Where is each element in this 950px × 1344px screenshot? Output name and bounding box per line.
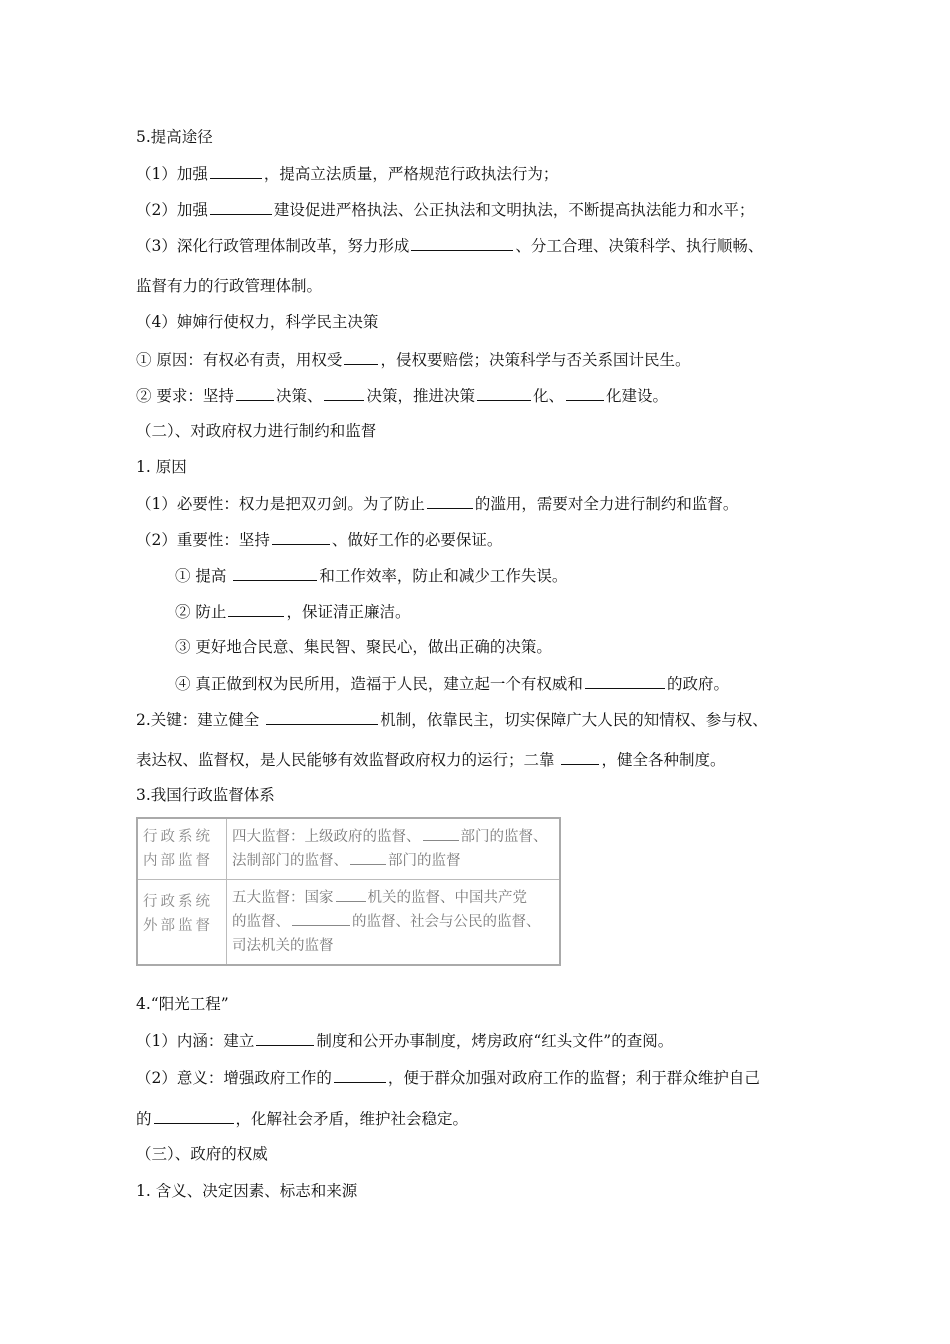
line-key-1 [136,708,768,731]
text: 决策、 [275,387,323,405]
blank [228,600,284,617]
section-4-title: 4.“阳光工程” [136,995,229,1013]
section-5-title: 5.提高途径 [136,128,213,146]
line-key-2 [136,748,725,771]
text: ② 要求：坚持 [136,387,234,405]
line-meaning: 1. 含义、决定因素、标志和来源 [136,1182,358,1200]
text: 的监督、社会与公民的监督、 [352,914,541,930]
line-importance-3: ③ 更好地合民意、集民智、聚民心，做出正确的决策。 [175,638,552,656]
blank [423,826,459,841]
text-line [232,849,554,873]
line-reasons-title: 1. 原因 [136,458,187,476]
line-significance [136,1066,760,1089]
blank [566,384,604,401]
blank [427,492,473,509]
blank [477,384,531,401]
row-content [227,818,561,880]
blank [233,564,317,581]
blank [324,384,364,401]
blank [266,708,378,725]
text: 建设促进严格执法、公正执法和文明执法，不断提高执法能力和水平； [273,201,755,219]
blank [236,384,274,401]
supervision-table [136,817,561,966]
blank [350,850,386,865]
row-header [137,880,227,966]
text: ，便于群众加强对政府工作的监督；利于群众维护自己 [387,1069,760,1087]
text: 行政系统 [143,829,213,845]
text: （2）重要性：坚持 [136,531,270,549]
text: 内部监督 [143,853,213,869]
table-row [137,818,560,880]
line-reason [136,348,690,371]
text: （1）加强 [136,165,208,183]
section-2-title: （二）、对政府权力进行制约和监督 [136,422,377,440]
line-importance [136,528,502,551]
blank [292,911,350,926]
table-row [137,880,560,966]
text: 四大监督：上级政府的监督、 [232,829,421,845]
text: 行政系统 [143,894,213,910]
text: 决策，推进决策 [366,387,475,405]
blank [210,198,272,215]
text: 机制，依靠民主，切实保障广大人民的知情权、参与权、 [380,711,768,729]
blank [154,1107,234,1124]
text: 2.关键：建立健全 [136,711,265,729]
blank [334,1066,386,1083]
line-connotation [136,1029,673,1052]
text: 外部监督 [143,918,213,934]
line-importance-2 [175,600,410,623]
section-3b-title: （三）、政府的权威 [136,1145,268,1163]
section-3-title: 3.我国行政监督体系 [136,786,275,804]
line-exercise-power: （4）婶婶行使权力，科学民主决策 [136,313,379,331]
text: 法制部门的监督、 [232,853,348,869]
text: 表达权、监督权，是人民能够有效监督政府权力的运行；二靠 [136,751,560,769]
line-strengthen-1 [136,162,558,185]
line-importance-4 [175,672,729,695]
text: ① 原因：有权必有责，用权受 [136,351,343,369]
text: 的政府。 [666,675,729,693]
text: 制度和公开办事制度，烤房政府“红头文件”的查阅。 [316,1032,674,1050]
line-importance-1 [175,564,567,587]
text: 的监督、 [232,914,290,930]
row-header [137,818,227,880]
line-reform [136,234,763,257]
text: 的 [136,1110,152,1128]
text: ① 提高 [175,567,232,585]
text: ，侵权要赔偿；决策科学与否关系国计民生。 [380,351,691,369]
text: 的滥用，需要对全力进行制约和监督。 [474,495,739,513]
line-requirement [136,384,668,407]
text: 五大监督：国家 [232,890,334,906]
blank [272,528,330,545]
text: （2）加强 [136,201,208,219]
text: ，健全各种制度。 [601,751,726,769]
text-line [232,910,554,934]
text: 和工作效率，防止和减少工作失误。 [319,567,568,585]
blank [561,748,599,765]
text-line: 司法机关的监督 [232,938,334,954]
line-strengthen-2 [136,198,754,221]
text: ② 防止 [175,603,227,621]
text: （2）意义：增强政府工作的 [136,1069,332,1087]
text: 化建设。 [605,387,668,405]
blank [411,234,513,251]
line-reform-cont: 监督有力的行政管理体制。 [136,277,323,295]
text: ④ 真正做到权为民所用，造福于人民，建立起一个有权威和 [175,675,583,693]
text: 机关的监督、中国共产党 [367,890,527,906]
text: （1）内涵：建立 [136,1032,255,1050]
blank [585,672,665,689]
text: （1）必要性：权力是把双刃剑。为了防止 [136,495,425,513]
text: 、分工合理、决策科学、执行顺畅、 [515,237,764,255]
blank [344,348,378,365]
blank [256,1029,314,1046]
line-significance-cont [136,1107,468,1130]
text: 部门的监督、 [460,829,548,845]
blank [336,887,366,902]
blank [210,162,262,179]
row-content [227,880,561,966]
text-line [232,886,554,910]
text: ，化解社会矛盾，维护社会稳定。 [235,1110,469,1128]
text: 化、 [532,387,564,405]
text: 部门的监督 [388,853,461,869]
text: 、做好工作的必要保证。 [331,531,503,549]
text: ，保证清正廉洁。 [286,603,411,621]
text: ，提高立法质量，严格规范行政执法行为； [263,165,559,183]
text-line [232,825,554,849]
line-necessity [136,492,738,515]
text: （3）深化行政管理体制改革，努力形成 [136,237,410,255]
